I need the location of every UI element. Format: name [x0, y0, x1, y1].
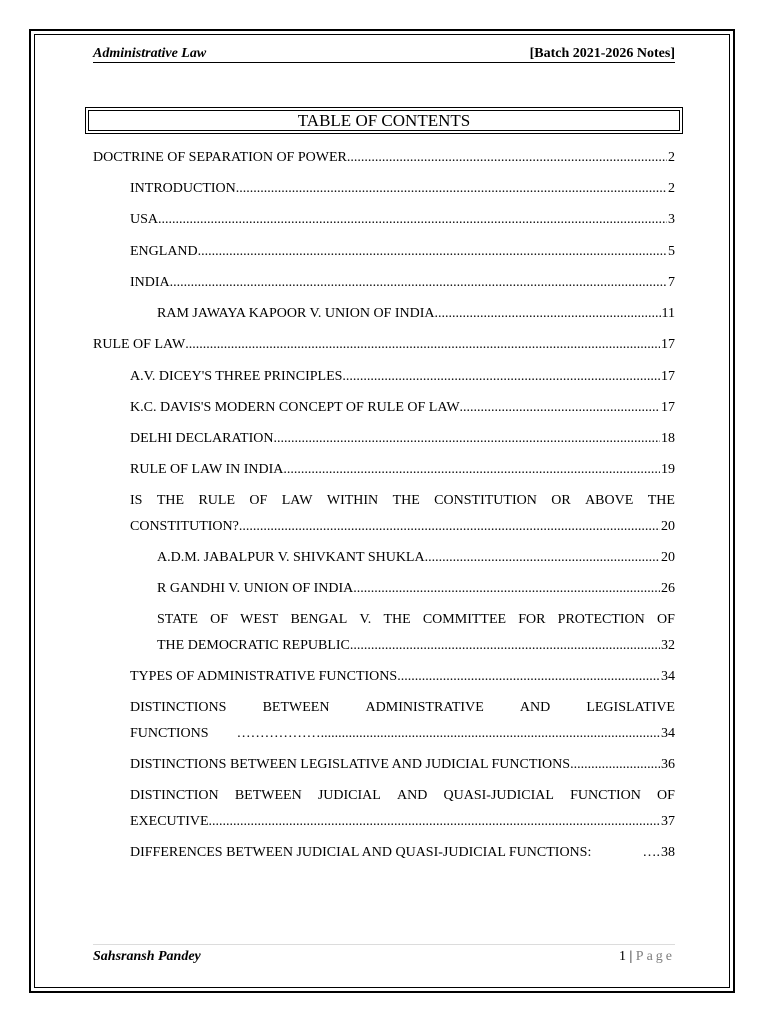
header-batch: [Batch 2021-2026 Notes]	[529, 46, 675, 61]
toc-entry[interactable]	[157, 545, 675, 571]
toc-entry-wrapped-line: DISTINCTIONS BETWEEN ADMINISTRATIVE AND LEGISLATIVE	[130, 700, 675, 715]
toc-entry-text: R GANDHI V. UNION OF INDIA	[157, 581, 354, 596]
toc-entry-page: 19	[661, 462, 675, 477]
toc-entry[interactable]	[93, 145, 675, 171]
toc-entry-wrapped-line: DISTINCTION BETWEEN JUDICIAL AND QUASI-JUDICIAL FUNCTION OF	[130, 788, 675, 803]
toc-entry-text: TYPES OF ADMINISTRATIVE FUNCTIONS	[130, 669, 398, 684]
toc-entry[interactable]	[157, 607, 675, 659]
toc-entry-page: 34	[661, 726, 675, 741]
toc-entry[interactable]	[130, 270, 675, 296]
toc-entry-page: 37	[661, 814, 675, 829]
toc-entry-wrapped-line: IS THE RULE OF LAW WITHIN THE CONSTITUTION OR ABOVE THE	[130, 493, 675, 508]
toc-entry-page: 17	[661, 369, 675, 384]
toc-entry-page: 17	[661, 337, 675, 352]
page-number-value: 1	[618, 949, 626, 964]
toc-entry-text: DIFFERENCES BETWEEN JUDICIAL AND QUASI-JUDICIAL FUNCTIONS:	[130, 845, 592, 860]
toc-entry-page: 38	[661, 845, 675, 860]
toc-entry-wrapped-line: STATE OF WEST BENGAL V. THE COMMITTEE FOR PROTECTION OF	[157, 612, 675, 627]
toc-entry-page: 7	[668, 275, 675, 290]
toc-entry[interactable]	[130, 207, 675, 233]
page-header	[93, 42, 675, 63]
toc-entry-text: USA	[130, 212, 159, 227]
header-subject: Administrative Law	[93, 46, 207, 61]
footer-author: Sahsransh Pandey	[93, 949, 201, 964]
toc-entry-text: INTRODUCTION	[130, 181, 236, 196]
toc-entry[interactable]	[130, 488, 675, 540]
toc-entry-page: 20	[661, 519, 675, 534]
toc-entry-text: CONSTITUTION?	[130, 519, 239, 534]
toc-entry-text: FUNCTIONS	[130, 726, 209, 741]
toc-entry-text: RULE OF LAW	[93, 337, 186, 352]
toc-entry[interactable]	[130, 752, 675, 778]
toc-entry-text: THE DEMOCRATIC REPUBLIC	[157, 638, 350, 653]
toc-entry-text: DISTINCTIONS BETWEEN LEGISLATIVE AND JUDICIAL FUNCTIONS	[130, 757, 571, 772]
toc-entry[interactable]	[157, 576, 675, 602]
toc-entry-text: EXECUTIVE	[130, 814, 209, 829]
toc-entry[interactable]	[93, 332, 675, 358]
toc-entry[interactable]	[130, 176, 675, 202]
toc-entry-page: 20	[661, 550, 675, 565]
toc-entry-page: 2	[668, 150, 675, 165]
toc-entry-page: 32	[661, 638, 675, 653]
toc-entry-page: 5	[668, 244, 675, 259]
toc-entry[interactable]	[130, 364, 675, 390]
toc-title: TABLE OF CONTENTS	[88, 110, 680, 131]
toc-entry[interactable]	[130, 395, 675, 421]
toc-entry[interactable]	[130, 664, 675, 690]
toc-entry-text: DOCTRINE OF SEPARATION OF POWER	[93, 150, 347, 165]
page-word: Page	[635, 949, 675, 964]
toc-entry-text: INDIA	[130, 275, 170, 290]
page-number-separator: |	[629, 949, 633, 964]
toc-entry-text: DELHI DECLARATION	[130, 431, 274, 446]
toc-entry-text: RAM JAWAYA KAPOOR V. UNION OF INDIA	[157, 306, 435, 321]
toc-entry[interactable]	[130, 783, 675, 835]
toc-entry-text: K.C. DAVIS'S MODERN CONCEPT OF RULE OF LAW	[130, 400, 460, 415]
toc-entry-page: 2	[668, 181, 675, 196]
toc-entry[interactable]	[130, 239, 675, 265]
toc-entry-page: 18	[661, 431, 675, 446]
toc-entry-page: 11	[661, 306, 675, 321]
toc-entry[interactable]	[157, 301, 675, 327]
toc-entry-text: ENGLAND	[130, 244, 198, 259]
page-number	[619, 949, 675, 965]
toc-entry-page: 3	[668, 212, 675, 227]
toc-entry-text: A.D.M. JABALPUR V. SHIVKANT SHUKLA	[157, 550, 425, 565]
toc-entry[interactable]: DIFFERENCES BETWEEN JUDICIAL AND QUASI-JUDICIAL FUNCTIONS: …. 38	[130, 840, 675, 866]
toc-entry-text: A.V. DICEY'S THREE PRINCIPLES	[130, 369, 343, 384]
toc-entry-page: 17	[661, 400, 675, 415]
page-footer	[93, 944, 675, 969]
toc-entry[interactable]: DISTINCTIONS BETWEEN ADMINISTRATIVE AND LEGISLATIVE FUNCTIONS ……………… ..... 34	[130, 695, 675, 747]
toc-title-box	[85, 107, 683, 134]
toc-entry-page: 36	[661, 757, 675, 772]
toc-entry-page: 26	[661, 581, 675, 596]
toc-entry[interactable]	[130, 457, 675, 483]
toc-entry[interactable]	[130, 426, 675, 452]
toc-entry-page: 34	[661, 669, 675, 684]
toc-entry-text: RULE OF LAW IN INDIA	[130, 462, 284, 477]
